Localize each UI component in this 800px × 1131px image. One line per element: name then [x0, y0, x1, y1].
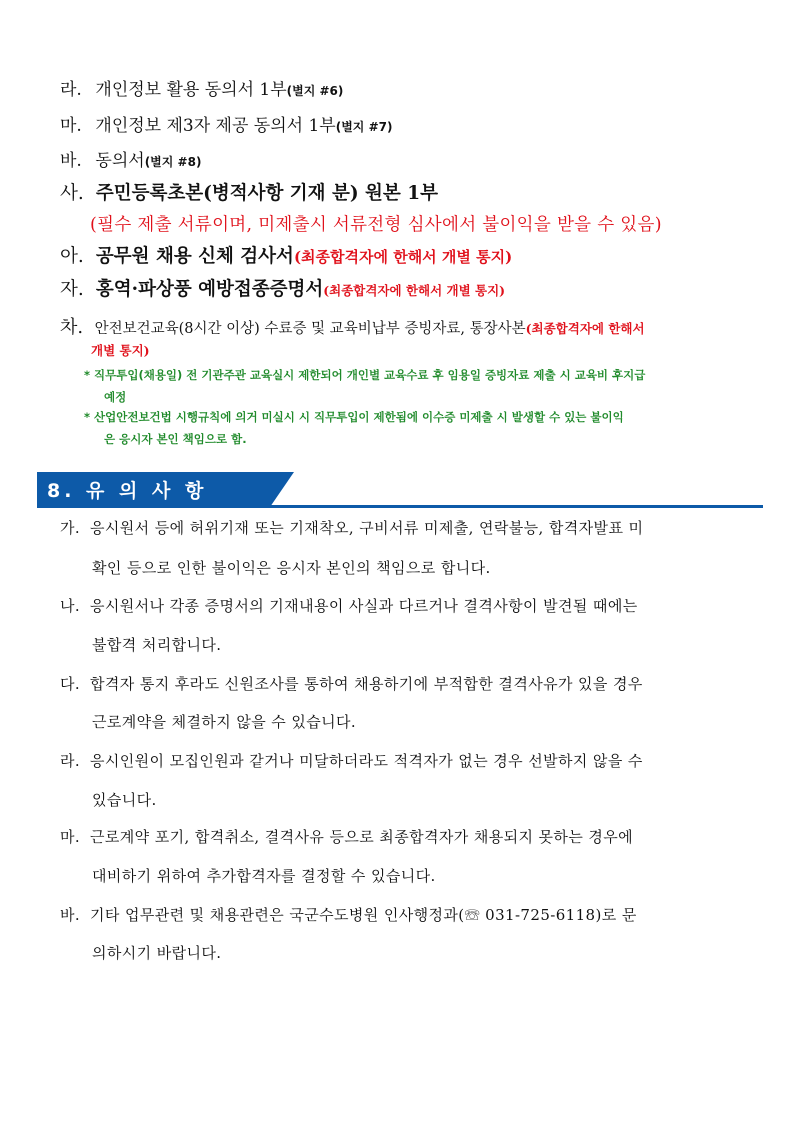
- note-item-ga: [60, 517, 764, 538]
- item-marker: 마.: [60, 828, 81, 846]
- green-note-2: * 산업안전보건법 시행규칙에 의거 미실시 시 직무투입이 제한됨에 이수증 미제출 시 발생할 수 있는 불이익: [84, 410, 624, 424]
- note-item-na-cont: 불합격 처리합니다.: [92, 636, 222, 654]
- item-marker: 바.: [60, 151, 82, 171]
- note-item-da: [60, 673, 764, 694]
- item-text: 합격자 통지 후라도 신원조사를 통하여 채용하기에 부적합한 결격사유가 있을 경우: [90, 675, 643, 693]
- item-note: (최종합격자에 한해서 개별 통지): [293, 248, 513, 266]
- doc-item-ja: [60, 275, 764, 301]
- item-text: 주민등록초본(병적사항 기재 분) 원본 1부: [95, 183, 438, 204]
- item-marker: 나.: [60, 597, 81, 615]
- section-header-tip: [270, 472, 294, 507]
- item-marker: 사.: [60, 183, 84, 204]
- item-marker: 차.: [60, 317, 84, 338]
- item-marker: 마.: [60, 116, 82, 136]
- note-item-ma-cont: 대비하기 위하여 추가합격자를 결정할 수 있습니다.: [92, 867, 436, 885]
- item-paren: (별지 #6): [286, 84, 344, 98]
- green-note-1: * 직무투입(채용일) 전 기관주관 교육실시 제한되어 개인별 교육수료 후 임용일 증빙자료 제출 시 교육비 후지급: [84, 368, 646, 382]
- item-text: 기타 업무관련 및 채용관련은 국군수도병원 인사행정과(☏ 031-725-6118)로 문: [90, 906, 637, 924]
- item-marker: 라.: [60, 752, 81, 770]
- item-marker: 바.: [60, 906, 81, 924]
- item-text: 응시원서나 각종 증명서의 기재내용이 사실과 다르거나 결격사항이 발견될 때에는: [90, 597, 638, 615]
- green-note-1-cont: 예정: [104, 390, 127, 404]
- item-text: 홍역·파상풍 예방접종증명서: [95, 279, 324, 300]
- note-item-ba: [60, 904, 764, 925]
- item-marker: 아.: [60, 246, 84, 267]
- note-item-ga-cont: 확인 등으로 인한 불이익은 응시자 본인의 책임으로 합니다.: [92, 559, 491, 577]
- item-text: 응시원서 등에 허위기재 또는 기재착오, 구비서류 미제출, 연락불능, 합격자발표 미: [90, 519, 644, 537]
- item-text: 공무원 채용 신체 검사서: [95, 246, 294, 267]
- doc-item-ra: [60, 75, 764, 100]
- item-marker: 자.: [60, 279, 84, 300]
- item-text: 근로계약 포기, 합격취소, 결격사유 등으로 최종합격자가 채용되지 못하는 경우에: [90, 828, 634, 846]
- doc-item-ma: [60, 111, 764, 136]
- note-item-ba-cont: 의하시기 바랍니다.: [92, 944, 222, 962]
- item-text: 안전보건교육(8시간 이상) 수료증 및 교육비납부 증빙자료, 통장사본: [94, 321, 526, 337]
- note-item-da-cont: 근로계약을 체결하지 않을 수 있습니다.: [92, 713, 357, 731]
- item-marker: 다.: [60, 675, 81, 693]
- green-note-2-cont: 은 응시자 본인 책임으로 함.: [104, 432, 247, 446]
- note-item-ma: [60, 826, 764, 847]
- doc-item-sa: [60, 179, 764, 205]
- item-paren: (별지 #8): [144, 155, 202, 169]
- sa-required-note: (필수 제출 서류이며, 미제출시 서류전형 심사에서 불이익을 받을 수 있음): [90, 215, 662, 235]
- item-text: 개인정보 활용 동의서 1부: [95, 80, 287, 100]
- item-paren: (별지 #7): [335, 120, 393, 134]
- note-item-ra-cont: 있습니다.: [92, 791, 157, 809]
- item-note: (최종합격자에 한해서: [525, 321, 645, 336]
- item-note: (최종합격자에 한해서 개별 통지): [323, 283, 506, 298]
- doc-item-a: [60, 242, 764, 268]
- section-header-rule: [37, 505, 763, 508]
- note-item-na: [60, 595, 764, 616]
- cha-note-continued: 개별 통지): [91, 343, 150, 358]
- doc-item-ba: [60, 146, 764, 171]
- doc-item-cha: [60, 313, 764, 339]
- item-marker: 가.: [60, 519, 81, 537]
- note-item-ra: [60, 750, 764, 771]
- item-marker: 라.: [60, 80, 82, 100]
- section-title: 8. 유 의 사 항: [47, 480, 208, 502]
- item-text: 동의서: [95, 151, 145, 171]
- item-text: 응시인원이 모집인원과 같거나 미달하더라도 적격자가 없는 경우 선발하지 않을 수: [90, 752, 643, 770]
- item-text: 개인정보 제3자 제공 동의서 1부: [95, 116, 336, 136]
